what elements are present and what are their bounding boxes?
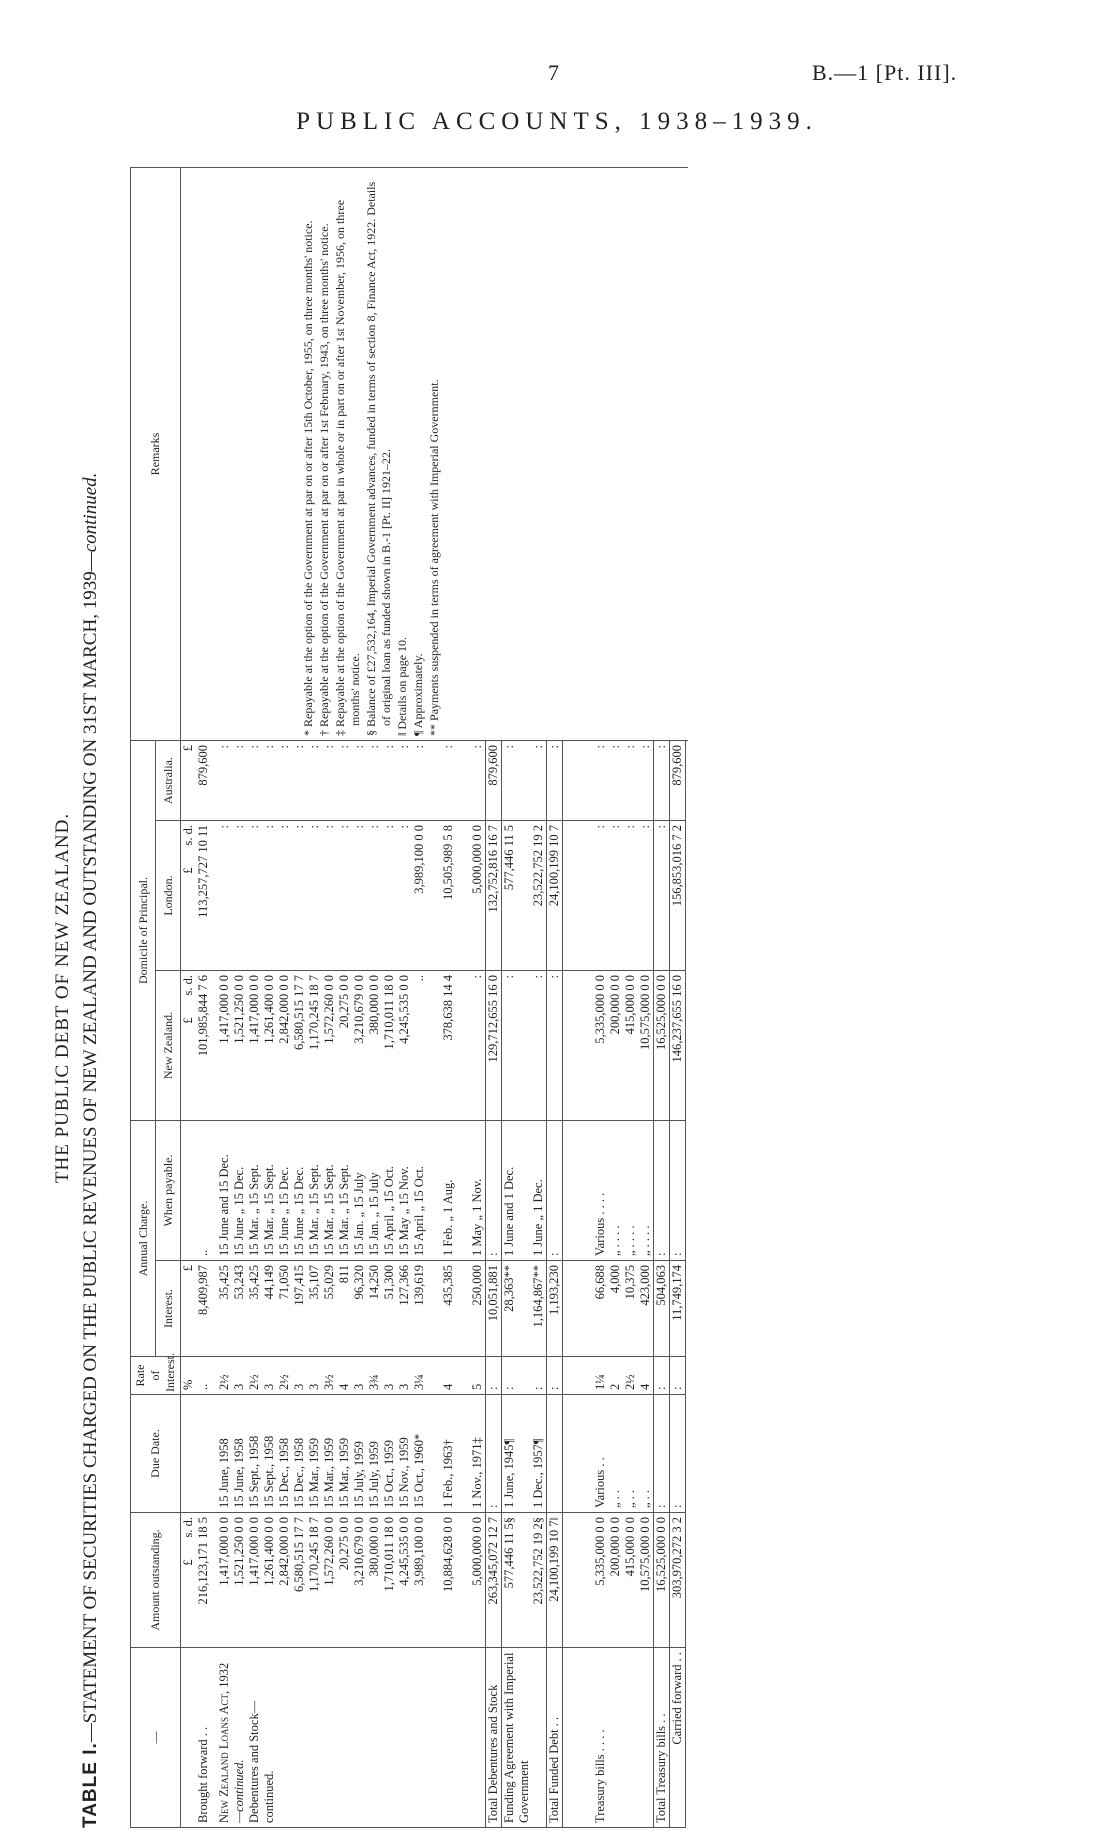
list-item: : <box>367 744 381 749</box>
list-item: 15 Sept., 1958 <box>247 1435 261 1508</box>
list-item: 15 Mar. „ 15 Sept. <box>337 1164 351 1256</box>
amount-cell: 5,000,000 0 0 <box>456 1513 486 1648</box>
act-continued: —continued. <box>232 1759 246 1823</box>
list-item: 1,417,000 0 0 <box>247 974 261 1044</box>
list-item: 53,243 <box>232 1265 246 1300</box>
col-domicile: Domicile of Principal. <box>131 740 156 1120</box>
due-cell: : <box>670 1395 686 1513</box>
list-item: : <box>247 744 261 749</box>
list-item: 200,000 0 0 <box>608 974 622 1035</box>
list-item: 51,300 <box>382 1265 396 1300</box>
debentures-label: Debentures and Stock—continued. <box>247 1700 276 1823</box>
amount-cell: 16,525,000 0 0 <box>654 1513 670 1648</box>
list-item: 3,989,100 0 0 <box>412 1517 426 1586</box>
remark-note: ‡ Repayable at the option of the Government at par in whole or in part on or after 1st November, 1956, on three months' notice. <box>333 199 362 736</box>
row-label: Carried forward . . <box>670 1648 686 1828</box>
list-item: „ . . <box>608 1489 622 1508</box>
list-item: 15 Jan. „ 15 July <box>367 1172 381 1256</box>
australia-cell: : : <box>502 740 547 820</box>
list-item: 55,029 <box>322 1265 336 1300</box>
rate-cell: : <box>486 1357 502 1395</box>
london-cell: 132,752,816 16 7 <box>486 820 502 970</box>
list-item: 3,989,100 0 0 <box>412 824 426 894</box>
list-item: 2,842,000 0 0 <box>277 974 291 1044</box>
list-item: 4,245,535 0 0 <box>397 1517 411 1586</box>
list-item: 380,000 0 0 <box>367 1517 381 1577</box>
australia-cell: : <box>547 740 563 820</box>
list-item: : <box>307 744 321 749</box>
list-item: 423,000 <box>638 1265 652 1306</box>
australia-list <box>211 740 427 820</box>
list-item: 2½ <box>277 1374 291 1390</box>
due-cell: : <box>654 1395 670 1513</box>
list-item: 15 June, 1958 <box>217 1438 231 1508</box>
col-amount: Amount outstanding. <box>131 1513 181 1648</box>
list-item: 1,417,000 0 0 <box>217 974 231 1044</box>
list-item: : <box>608 744 622 749</box>
list-item: 15 Mar. „ 15 Sept. <box>322 1164 336 1256</box>
units-rate: % <box>181 1357 197 1395</box>
remark-note: § Balance of £27,532,164, Imperial Government advances, funded in terms of section 8, Finance Act, 1922. Details of original loan as funded shown in B.-1 [Pt. II] 1921–22. <box>364 181 393 736</box>
list-item: : <box>382 744 396 749</box>
row-label: Funding Agreement with Imperial Government <box>502 1648 547 1828</box>
list-item: 1,521,250 0 0 <box>232 974 246 1044</box>
list-item: 3 <box>307 1383 321 1390</box>
list-item: 2,842,000 0 0 <box>277 1517 291 1586</box>
list-item: 3 <box>382 1383 396 1390</box>
interest-cell: 28,363** 1,164,867** <box>502 1261 547 1357</box>
list-item: : <box>322 744 336 749</box>
remark-note: † Repayable at the option of the Government at par on or after 1st February, 1943, on three months' notice. <box>317 223 331 736</box>
list-item: 15 Mar. „ 15 Sept. <box>247 1164 261 1256</box>
col-london: London. <box>156 820 181 970</box>
nz-list <box>211 970 427 1120</box>
col-new-zealand: New Zealand. <box>156 970 181 1120</box>
row-label: Total Treasury bills . . <box>654 1648 670 1828</box>
list-item: : <box>262 744 276 749</box>
list-item: 3,210,679 0 0 <box>352 974 366 1044</box>
list-item: : <box>277 824 291 829</box>
row-label: Total Debentures and Stock <box>486 1648 502 1828</box>
list-item: 15 April „ 15 Oct. <box>382 1166 396 1256</box>
list-item: 4 <box>638 1383 652 1390</box>
list-item: 15 May „ 15 Nov. <box>397 1166 411 1256</box>
list-item: : <box>397 824 411 829</box>
amount-cell: 10,884,628 0 0 <box>427 1513 456 1648</box>
remark-note: * Repayable at the option of the Government at par on or after 15th October, 1955, on three months' notice. <box>301 220 315 736</box>
australia-cell: 879,600 <box>670 740 686 820</box>
units-blank <box>181 1648 197 1828</box>
nz-cell: : <box>547 970 563 1120</box>
nz-list <box>563 970 654 1120</box>
australia-cell: : <box>427 740 456 820</box>
list-item: : <box>397 744 411 749</box>
list-item: 2½ <box>217 1374 231 1390</box>
interest-cell: 1,193,230 <box>547 1261 563 1357</box>
london-cell: : <box>654 820 670 970</box>
when-cell: 1 June and 1 Dec. 1 June „ 1 Dec. <box>502 1120 547 1260</box>
australia-cell: : <box>456 740 486 820</box>
australia-list <box>563 740 654 820</box>
list-item: 1,572,260 0 0 <box>322 1517 336 1586</box>
list-item: : <box>638 744 652 749</box>
when-list <box>211 1120 427 1260</box>
list-item: „ . . <box>623 1489 637 1508</box>
list-item: 415,000 0 0 <box>623 974 637 1035</box>
list-item: : <box>382 824 396 829</box>
list-item: 3¼ <box>412 1374 426 1390</box>
list-item: 15 Nov., 1959 <box>397 1437 411 1508</box>
list-item: : <box>232 744 246 749</box>
table-number: TABLE I. <box>80 1742 101 1828</box>
list-item: 139,619 <box>412 1265 426 1306</box>
due-cell <box>547 1395 563 1513</box>
list-item: 3 <box>292 1383 306 1390</box>
list-item: 1,170,245 18 7 <box>307 974 321 1050</box>
units-row <box>181 167 197 1827</box>
list-item: 1,261,400 0 0 <box>262 974 276 1044</box>
list-item: „ . . . . <box>623 1225 637 1256</box>
units-interest: £ <box>181 1261 197 1357</box>
list-item: 15 June „ 15 Dec. <box>232 1166 246 1256</box>
list-item: 35,425 <box>247 1265 261 1300</box>
list-item: 35,107 <box>307 1265 321 1300</box>
nz-cell: 16,525,000 0 0 <box>654 970 670 1120</box>
list-item: 35,425 <box>217 1265 231 1300</box>
list-item: : <box>217 824 231 829</box>
list-item: 2½ <box>623 1374 637 1390</box>
nz-cell: 101,985,844 7 6 <box>196 970 211 1120</box>
list-item: : <box>367 824 381 829</box>
rate-cell: 5 <box>456 1357 486 1395</box>
units-nz: £ s. d. <box>181 970 197 1120</box>
list-item: 15 Mar., 1959 <box>322 1437 336 1508</box>
nz-cell: : : <box>502 970 547 1120</box>
list-item: : <box>232 824 246 829</box>
list-item: 15 July, 1959 <box>367 1441 381 1508</box>
remark-note: ¶ Approximately. <box>411 653 425 736</box>
list-item: 20,275 0 0 <box>337 1517 351 1571</box>
when-cell: : <box>486 1120 502 1260</box>
list-item: 15 Dec., 1958 <box>292 1437 306 1508</box>
interest-list <box>211 1261 427 1357</box>
list-item: 4 <box>337 1383 351 1390</box>
list-item: 15 July, 1959 <box>352 1441 366 1508</box>
rate-cell: : <box>670 1357 686 1395</box>
units-australia: £ <box>181 740 197 820</box>
units-due <box>181 1395 197 1513</box>
list-item: 15 June and 15 Dec. <box>217 1154 231 1256</box>
list-item: Various . . <box>593 1457 607 1508</box>
row-label: Treasury bills . . . . <box>563 1648 654 1828</box>
list-item: 1¼ <box>593 1374 607 1390</box>
page-number: 7 <box>548 60 559 85</box>
list-item: 1,710,011 18 0 <box>382 974 396 1050</box>
list-item: 1,572,260 0 0 <box>322 974 336 1044</box>
list-item: : <box>262 824 276 829</box>
rate-list <box>211 1357 427 1395</box>
remarks-cell <box>181 167 689 740</box>
nz-cell: 378,638 14 4 <box>427 970 456 1120</box>
list-item: 6,580,515 17 7 <box>292 974 306 1050</box>
table-title-text: —STATEMENT OF SECURITIES CHARGED ON THE PUBLIC REVENUES OF NEW ZEALAND AND OUTSTANDING ON 31ST MARCH, 1939— <box>80 552 101 1743</box>
row-label <box>456 1648 486 1828</box>
list-item: 44,149 <box>262 1265 276 1300</box>
australia-cell: 879,600 <box>486 740 502 820</box>
col-due-date: Due Date. <box>131 1395 181 1513</box>
list-item: 1,521,250 0 0 <box>232 1517 246 1586</box>
header-row-1 <box>131 167 156 1827</box>
list-item: : <box>277 744 291 749</box>
london-cell: 113,257,727 10 11 <box>196 820 211 970</box>
remark-note: ‖ Details on page 10. <box>395 636 409 736</box>
due-list <box>211 1395 427 1513</box>
when-cell: : <box>670 1120 686 1260</box>
list-item: : <box>638 824 652 829</box>
list-item: 1,261,400 0 0 <box>262 1517 276 1586</box>
rate-cell: : <box>547 1357 563 1395</box>
list-item: 15 Dec., 1958 <box>277 1437 291 1508</box>
london-cell: 5,000,000 0 0 <box>456 820 486 970</box>
list-item: „ . . . . <box>638 1225 652 1256</box>
list-item: : <box>217 744 231 749</box>
col-rate: Rate of Interest. <box>131 1357 181 1395</box>
when-cell: 1 May „ 1 Nov. <box>456 1120 486 1260</box>
list-item: : <box>352 744 366 749</box>
list-item: 71,050 <box>277 1265 291 1300</box>
interest-cell: 504,063 <box>654 1261 670 1357</box>
due-cell: 1 Feb., 1963† <box>427 1395 456 1513</box>
list-item: 3 <box>232 1383 246 1390</box>
australia-cell: : <box>654 740 670 820</box>
list-item: : <box>292 824 306 829</box>
interest-cell: 435,385 <box>427 1261 456 1357</box>
list-item: 15 June „ 15 Dec. <box>292 1166 306 1256</box>
london-cell: 24,100,199 10 7 <box>547 820 563 970</box>
col-when-payable: When payable. <box>156 1120 181 1260</box>
securities-table <box>130 167 688 1828</box>
col-australia: Australia. <box>156 740 181 820</box>
table-title <box>80 168 102 1828</box>
london-list <box>211 820 427 970</box>
list-item: 15 Jan. „ 15 July <box>352 1172 366 1256</box>
list-item: „ . . <box>638 1489 652 1508</box>
list-item: 200,000 0 0 <box>608 1517 622 1577</box>
list-item: 2 <box>608 1383 622 1390</box>
amount-cell: 263,345,072 12 7 <box>486 1513 502 1648</box>
list-item: 15 Oct., 1960* <box>412 1433 426 1508</box>
remark-note: ** Payments suspended in terms of agreement with Imperial Government. <box>427 379 441 736</box>
list-item: : <box>623 744 637 749</box>
list-item: 127,366 <box>397 1265 411 1306</box>
list-item: 2½ <box>247 1374 261 1390</box>
list-item: 3 <box>262 1383 276 1390</box>
list-item: 15 April „ 15 Oct. <box>412 1166 426 1256</box>
list-item: 1,417,000 0 0 <box>247 1517 261 1586</box>
list-item: 3 <box>397 1383 411 1390</box>
list-item: 197,415 <box>292 1265 306 1306</box>
list-item: 3½ <box>322 1374 336 1390</box>
nz-cell: 129,712,655 16 0 <box>486 970 502 1120</box>
interest-cell: 10,051,881 <box>486 1261 502 1357</box>
list-item: 380,000 0 0 <box>367 974 381 1035</box>
list-item: : <box>322 824 336 829</box>
list-item: 4,000 <box>608 1265 622 1294</box>
amount-cell: 303,970,272 3 2 <box>670 1513 686 1648</box>
amount-cell: 577,446 11 5§ 23,522,752 19 2§ <box>502 1513 547 1648</box>
list-item: 3,210,679 0 0 <box>352 1517 366 1586</box>
list-item: : <box>593 824 607 829</box>
interest-cell: 11,749,174 <box>670 1261 686 1357</box>
list-item: 5,335,000 0 0 <box>593 974 607 1044</box>
col-remarks: Remarks <box>131 167 181 740</box>
page-subtitle: PUBLIC ACCOUNTS, 1938–1939. <box>296 108 818 135</box>
london-cell: 577,446 11 5 23,522,752 19 2 <box>502 820 547 970</box>
london-list <box>563 820 654 970</box>
list-item: 6,580,515 17 7 <box>292 1517 306 1592</box>
units-when <box>181 1120 197 1260</box>
list-item: 14,250 <box>367 1265 381 1300</box>
list-item: .. <box>412 974 426 982</box>
list-item: : <box>337 744 351 749</box>
list-item: Various . . . . <box>593 1192 607 1256</box>
amount-cell: 24,100,199 10 7‖ <box>547 1513 563 1648</box>
amount-list <box>563 1513 654 1648</box>
list-item: 96,320 <box>352 1265 366 1300</box>
interest-list <box>563 1261 654 1357</box>
list-item: : <box>623 824 637 829</box>
list-item: : <box>593 744 607 749</box>
list-item: 15 Mar. „ 15 Sept. <box>262 1164 276 1256</box>
due-list <box>563 1395 654 1513</box>
rotated-table-page <box>52 168 1056 1828</box>
list-item: 1,710,011 18 0 <box>382 1517 396 1592</box>
nz-cell: : <box>456 970 486 1120</box>
list-item: : <box>292 744 306 749</box>
list-item: 15 June „ 15 Dec. <box>277 1166 291 1256</box>
rate-cell: 4 <box>427 1357 456 1395</box>
list-item: 811 <box>337 1265 351 1284</box>
london-cell: 10,505,989 5 8 <box>427 820 456 970</box>
interest-cell: 250,000 <box>456 1261 486 1357</box>
nz-cell: 146,237,655 16 0 <box>670 970 686 1120</box>
rate-list <box>563 1357 654 1395</box>
list-item: : <box>412 744 426 749</box>
london-cell: 156,853,016 7 2 <box>670 820 686 970</box>
list-item: : <box>352 824 366 829</box>
list-item: 10,575,000 0 0 <box>638 1517 652 1592</box>
list-item: 10,375 <box>623 1265 637 1300</box>
list-item: 3¾ <box>367 1374 381 1390</box>
row-label: Total Funded Debt . . <box>547 1648 563 1828</box>
units-london: £ s. d. <box>181 820 197 970</box>
section-label <box>211 1648 427 1828</box>
list-item: 5,335,000 0 0 <box>593 1517 607 1586</box>
table-title-continued: continued. <box>80 472 101 553</box>
due-cell <box>196 1395 211 1513</box>
list-item: 15 Mar., 1959 <box>337 1437 351 1508</box>
col-interest: Interest. <box>156 1261 181 1357</box>
list-item: 415,000 0 0 <box>623 1517 637 1577</box>
units-amount: £ s. d. <box>181 1513 197 1648</box>
part-reference: B.—1 [Pt. III]. <box>812 60 958 85</box>
rate-cell: : : <box>502 1357 547 1395</box>
list-item: 66,688 <box>593 1265 607 1300</box>
when-cell: : <box>547 1120 563 1260</box>
list-item: 15 Mar. „ 15 Sept. <box>307 1164 321 1256</box>
list-item: 1,170,245 18 7 <box>307 1517 321 1592</box>
amount-list <box>211 1513 427 1648</box>
when-cell: .. <box>196 1120 211 1260</box>
when-cell: : <box>654 1120 670 1260</box>
row-label: Brought forward . . <box>196 1648 211 1828</box>
page-title: THE PUBLIC DEBT OF NEW ZEALAND. <box>52 812 73 1184</box>
list-item: 4,245,535 0 0 <box>397 974 411 1044</box>
when-list <box>563 1120 654 1260</box>
list-item: „ . . . . <box>608 1225 622 1256</box>
list-item: 3 <box>352 1383 366 1390</box>
list-item: : <box>247 824 261 829</box>
list-item: : <box>307 824 321 829</box>
due-cell: 1 Nov., 1971‡ <box>456 1395 486 1513</box>
when-cell: 1 Feb. „ 1 Aug. <box>427 1120 456 1260</box>
act-name: New Zealand Loans Act, 1932 <box>217 1662 231 1823</box>
due-cell: 1 June, 1945¶ 1 Dec., 1957¶ <box>502 1395 547 1513</box>
list-item: 15 Sept., 1958 <box>262 1435 276 1508</box>
amount-cell: 216,123,171 18 5 <box>196 1513 211 1648</box>
rate-cell: : <box>654 1357 670 1395</box>
list-item: 15 June, 1958 <box>232 1438 246 1508</box>
col-annual-charge: Annual Charge. <box>131 1120 156 1356</box>
list-item: 10,575,000 0 0 <box>638 974 652 1050</box>
col-blank: — <box>131 1648 181 1828</box>
due-cell: : <box>486 1395 502 1513</box>
australia-cell: 879,600 <box>196 740 211 820</box>
list-item: 15 Mar., 1959 <box>307 1437 321 1508</box>
row-label <box>427 1648 456 1828</box>
list-item: : <box>337 824 351 829</box>
list-item: 1,417,000 0 0 <box>217 1517 231 1586</box>
list-item: 15 Oct., 1959 <box>382 1439 396 1508</box>
interest-cell: 8,409,987 <box>196 1261 211 1357</box>
list-item: 20,275 0 0 <box>337 974 351 1029</box>
rate-cell: .. <box>196 1357 211 1395</box>
list-item: : <box>608 824 622 829</box>
